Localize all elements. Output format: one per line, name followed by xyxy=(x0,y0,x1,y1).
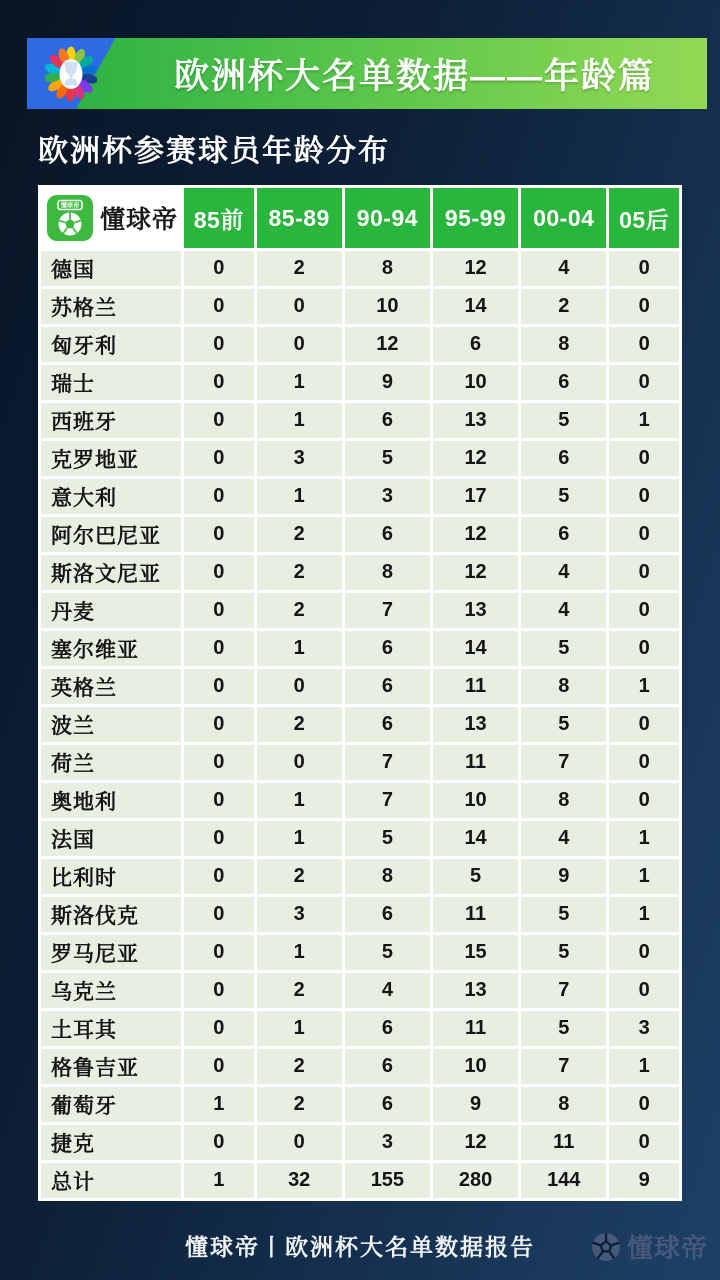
value-cell: 2 xyxy=(257,859,342,894)
value-cell: 0 xyxy=(609,479,679,514)
table-row xyxy=(41,403,679,438)
value-cell: 6 xyxy=(345,897,430,932)
value-cell: 6 xyxy=(345,517,430,552)
value-cell: 11 xyxy=(433,745,518,780)
team-cell: 塞尔维亚 xyxy=(41,631,181,666)
team-cell: 法国 xyxy=(41,821,181,856)
table-row xyxy=(41,707,679,742)
value-cell: 9 xyxy=(521,859,606,894)
value-cell: 4 xyxy=(521,251,606,286)
table-row xyxy=(41,1125,679,1160)
team-cell: 德国 xyxy=(41,251,181,286)
value-cell: 0 xyxy=(184,555,254,590)
team-cell: 英格兰 xyxy=(41,669,181,704)
value-cell: 280 xyxy=(433,1163,518,1198)
value-cell: 2 xyxy=(521,289,606,324)
value-cell: 1 xyxy=(184,1087,254,1122)
value-cell: 6 xyxy=(521,441,606,476)
value-cell: 5 xyxy=(345,935,430,970)
value-cell: 7 xyxy=(521,745,606,780)
value-cell: 2 xyxy=(257,251,342,286)
value-cell: 0 xyxy=(184,251,254,286)
table-row xyxy=(41,897,679,932)
value-cell: 0 xyxy=(609,631,679,666)
value-cell: 155 xyxy=(345,1163,430,1198)
football-icon xyxy=(591,1232,621,1262)
value-cell: 0 xyxy=(184,821,254,856)
value-cell: 0 xyxy=(184,783,254,818)
value-cell: 1 xyxy=(257,365,342,400)
team-cell: 丹麦 xyxy=(41,593,181,628)
value-cell: 6 xyxy=(345,1087,430,1122)
value-cell: 5 xyxy=(521,707,606,742)
team-cell: 奥地利 xyxy=(41,783,181,818)
team-cell: 瑞士 xyxy=(41,365,181,400)
value-cell: 5 xyxy=(433,859,518,894)
table-row xyxy=(41,289,679,324)
value-cell: 5 xyxy=(521,631,606,666)
value-cell: 6 xyxy=(345,707,430,742)
value-cell: 1 xyxy=(257,1011,342,1046)
value-cell: 13 xyxy=(433,707,518,742)
value-cell: 6 xyxy=(521,517,606,552)
value-cell: 5 xyxy=(345,821,430,856)
value-cell: 0 xyxy=(609,517,679,552)
table-row xyxy=(41,631,679,666)
table-row xyxy=(41,251,679,286)
value-cell: 3 xyxy=(345,1125,430,1160)
value-cell: 0 xyxy=(609,365,679,400)
value-cell: 0 xyxy=(609,251,679,286)
team-cell: 葡萄牙 xyxy=(41,1087,181,1122)
value-cell: 11 xyxy=(433,897,518,932)
value-cell: 14 xyxy=(433,631,518,666)
value-cell: 7 xyxy=(521,973,606,1008)
team-cell: 捷克 xyxy=(41,1125,181,1160)
table-row xyxy=(41,821,679,856)
value-cell: 0 xyxy=(257,745,342,780)
value-cell: 8 xyxy=(521,783,606,818)
value-cell: 2 xyxy=(257,517,342,552)
value-cell: 12 xyxy=(345,327,430,362)
table-row xyxy=(41,745,679,780)
table-row xyxy=(41,783,679,818)
page-title: 欧洲杯大名单数据——年龄篇 xyxy=(173,56,655,96)
value-cell: 1 xyxy=(257,935,342,970)
value-cell: 8 xyxy=(521,669,606,704)
table-body xyxy=(41,251,679,1198)
value-cell: 0 xyxy=(609,327,679,362)
table-row xyxy=(41,973,679,1008)
value-cell: 13 xyxy=(433,593,518,628)
team-cell: 斯洛伐克 xyxy=(41,897,181,932)
value-cell: 0 xyxy=(184,631,254,666)
value-cell: 1 xyxy=(609,669,679,704)
value-cell: 1 xyxy=(257,821,342,856)
value-cell: 0 xyxy=(609,783,679,818)
value-cell: 0 xyxy=(184,935,254,970)
value-cell: 0 xyxy=(609,289,679,324)
value-cell: 3 xyxy=(257,441,342,476)
value-cell: 0 xyxy=(609,935,679,970)
value-cell: 8 xyxy=(345,859,430,894)
value-cell: 6 xyxy=(345,403,430,438)
value-cell: 0 xyxy=(184,593,254,628)
brand-header-cell xyxy=(41,188,181,248)
value-cell: 9 xyxy=(433,1087,518,1122)
team-cell: 罗马尼亚 xyxy=(41,935,181,970)
value-cell: 3 xyxy=(257,897,342,932)
value-cell: 0 xyxy=(184,897,254,932)
footer-watermark xyxy=(591,1228,708,1265)
table-row xyxy=(41,327,679,362)
team-cell: 匈牙利 xyxy=(41,327,181,362)
value-cell: 7 xyxy=(345,593,430,628)
value-cell: 7 xyxy=(345,783,430,818)
value-cell: 10 xyxy=(345,289,430,324)
column-header-85pre: 85前 xyxy=(184,188,254,248)
team-cell: 总计 xyxy=(41,1163,181,1198)
value-cell: 1 xyxy=(609,821,679,856)
value-cell: 6 xyxy=(521,365,606,400)
value-cell: 0 xyxy=(184,707,254,742)
brand-name: 懂球帝 xyxy=(100,206,179,234)
svg-text:懂球帝: 懂球帝 xyxy=(60,202,80,210)
value-cell: 0 xyxy=(257,289,342,324)
value-cell: 0 xyxy=(184,1049,254,1084)
value-cell: 3 xyxy=(609,1011,679,1046)
value-cell: 5 xyxy=(521,897,606,932)
table-row xyxy=(41,479,679,514)
value-cell: 1 xyxy=(257,479,342,514)
value-cell: 0 xyxy=(184,403,254,438)
value-cell: 11 xyxy=(521,1125,606,1160)
table-row xyxy=(41,669,679,704)
value-cell: 1 xyxy=(609,897,679,932)
value-cell: 8 xyxy=(345,251,430,286)
value-cell: 0 xyxy=(184,745,254,780)
value-cell: 6 xyxy=(345,1011,430,1046)
value-cell: 1 xyxy=(257,631,342,666)
value-cell: 2 xyxy=(257,1049,342,1084)
value-cell: 0 xyxy=(184,365,254,400)
value-cell: 0 xyxy=(184,669,254,704)
dongqiudi-app-icon xyxy=(46,194,94,242)
value-cell: 5 xyxy=(521,935,606,970)
title-bar xyxy=(27,38,707,109)
value-cell: 0 xyxy=(184,517,254,552)
value-cell: 5 xyxy=(521,403,606,438)
value-cell: 3 xyxy=(345,479,430,514)
value-cell: 6 xyxy=(345,631,430,666)
value-cell: 5 xyxy=(521,1011,606,1046)
value-cell: 2 xyxy=(257,1087,342,1122)
value-cell: 7 xyxy=(345,745,430,780)
team-cell: 格鲁吉亚 xyxy=(41,1049,181,1084)
value-cell: 0 xyxy=(257,1125,342,1160)
value-cell: 1 xyxy=(609,859,679,894)
age-distribution-table xyxy=(38,185,682,1201)
table-row xyxy=(41,441,679,476)
column-header-95-99: 95-99 xyxy=(433,188,518,248)
value-cell: 12 xyxy=(433,441,518,476)
value-cell: 5 xyxy=(345,441,430,476)
value-cell: 10 xyxy=(433,365,518,400)
table-row xyxy=(41,1087,679,1122)
value-cell: 12 xyxy=(433,555,518,590)
value-cell: 1 xyxy=(257,783,342,818)
value-cell: 2 xyxy=(257,973,342,1008)
watermark-brand-text: 懂球帝 xyxy=(626,1233,708,1263)
value-cell: 7 xyxy=(521,1049,606,1084)
table-row xyxy=(41,517,679,552)
value-cell: 14 xyxy=(433,821,518,856)
value-cell: 0 xyxy=(609,707,679,742)
value-cell: 5 xyxy=(521,479,606,514)
section-subtitle: 欧洲杯参赛球员年龄分布 xyxy=(38,135,390,168)
table-row xyxy=(41,593,679,628)
value-cell: 0 xyxy=(184,1011,254,1046)
value-cell: 15 xyxy=(433,935,518,970)
value-cell: 8 xyxy=(521,1087,606,1122)
value-cell: 12 xyxy=(433,251,518,286)
value-cell: 14 xyxy=(433,289,518,324)
value-cell: 1 xyxy=(184,1163,254,1198)
column-header-90-94: 90-94 xyxy=(345,188,430,248)
value-cell: 13 xyxy=(433,973,518,1008)
value-cell: 2 xyxy=(257,707,342,742)
value-cell: 1 xyxy=(609,403,679,438)
data-table xyxy=(38,185,682,1201)
value-cell: 0 xyxy=(609,555,679,590)
value-cell: 6 xyxy=(345,669,430,704)
team-cell: 克罗地亚 xyxy=(41,441,181,476)
table-row xyxy=(41,1011,679,1046)
value-cell: 32 xyxy=(257,1163,342,1198)
value-cell: 0 xyxy=(609,1125,679,1160)
value-cell: 0 xyxy=(609,1087,679,1122)
value-cell: 0 xyxy=(257,669,342,704)
euro-2024-trophy-icon xyxy=(45,46,97,102)
column-header-85-89: 85-89 xyxy=(257,188,342,248)
value-cell: 0 xyxy=(184,859,254,894)
value-cell: 9 xyxy=(345,365,430,400)
value-cell: 4 xyxy=(521,555,606,590)
value-cell: 13 xyxy=(433,403,518,438)
value-cell: 10 xyxy=(433,783,518,818)
table-header-row xyxy=(41,188,679,248)
team-cell: 波兰 xyxy=(41,707,181,742)
value-cell: 1 xyxy=(257,403,342,438)
value-cell: 8 xyxy=(345,555,430,590)
value-cell: 0 xyxy=(184,973,254,1008)
table-row xyxy=(41,1049,679,1084)
value-cell: 11 xyxy=(433,1011,518,1046)
value-cell: 6 xyxy=(345,1049,430,1084)
value-cell: 2 xyxy=(257,555,342,590)
column-header-00-04: 00-04 xyxy=(521,188,606,248)
table-total-row xyxy=(41,1163,679,1198)
value-cell: 0 xyxy=(184,289,254,324)
value-cell: 8 xyxy=(521,327,606,362)
team-cell: 乌克兰 xyxy=(41,973,181,1008)
value-cell: 0 xyxy=(184,479,254,514)
value-cell: 9 xyxy=(609,1163,679,1198)
value-cell: 4 xyxy=(521,593,606,628)
team-cell: 苏格兰 xyxy=(41,289,181,324)
value-cell: 144 xyxy=(521,1163,606,1198)
value-cell: 4 xyxy=(521,821,606,856)
team-cell: 土耳其 xyxy=(41,1011,181,1046)
value-cell: 2 xyxy=(257,593,342,628)
value-cell: 10 xyxy=(433,1049,518,1084)
value-cell: 4 xyxy=(345,973,430,1008)
value-cell: 0 xyxy=(609,973,679,1008)
team-cell: 斯洛文尼亚 xyxy=(41,555,181,590)
value-cell: 0 xyxy=(257,327,342,362)
team-cell: 比利时 xyxy=(41,859,181,894)
team-cell: 意大利 xyxy=(41,479,181,514)
team-cell: 西班牙 xyxy=(41,403,181,438)
footer-caption: 懂球帝丨欧洲杯大名单数据报告 xyxy=(185,1234,535,1260)
value-cell: 1 xyxy=(609,1049,679,1084)
team-cell: 阿尔巴尼亚 xyxy=(41,517,181,552)
column-header-05post: 05后 xyxy=(609,188,679,248)
value-cell: 0 xyxy=(609,745,679,780)
value-cell: 12 xyxy=(433,517,518,552)
team-cell: 荷兰 xyxy=(41,745,181,780)
value-cell: 12 xyxy=(433,1125,518,1160)
value-cell: 17 xyxy=(433,479,518,514)
value-cell: 0 xyxy=(609,441,679,476)
value-cell: 0 xyxy=(184,441,254,476)
table-row xyxy=(41,365,679,400)
value-cell: 6 xyxy=(433,327,518,362)
value-cell: 11 xyxy=(433,669,518,704)
table-row xyxy=(41,859,679,894)
value-cell: 0 xyxy=(609,593,679,628)
value-cell: 0 xyxy=(184,1125,254,1160)
table-row xyxy=(41,935,679,970)
value-cell: 0 xyxy=(184,327,254,362)
table-row xyxy=(41,555,679,590)
